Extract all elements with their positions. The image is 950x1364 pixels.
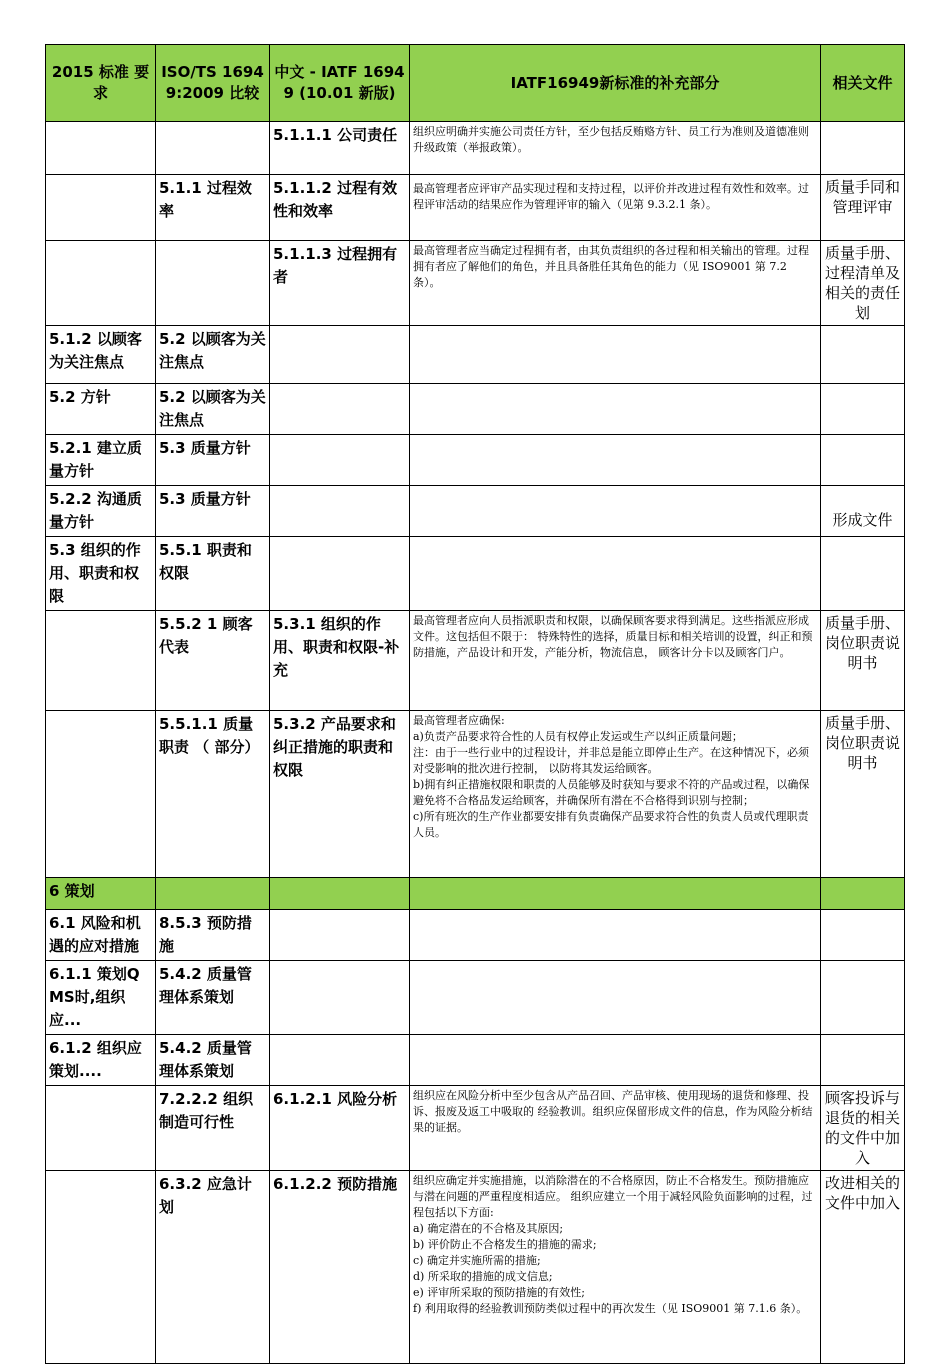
table-row: [46, 711, 905, 878]
cell-2015: [46, 711, 156, 878]
cell-docs: 质量手册、岗位职责说明书: [821, 611, 905, 711]
cell-ts: [156, 878, 270, 910]
cell-2015: [46, 241, 156, 326]
section-row-planning: [46, 878, 905, 910]
cell-iatf: [270, 435, 410, 486]
table-row: [46, 175, 905, 241]
cell-iatf: 5.3.2 产品要求和纠正措施的职责和权限: [270, 711, 410, 878]
header-2015-requirement: 2015 标准 要求: [46, 45, 156, 122]
cell-iatf: [270, 1035, 410, 1086]
table-row: [46, 326, 905, 384]
cell-docs: [821, 910, 905, 961]
cell-docs: [821, 122, 905, 175]
cell-ts: 5.1.1 过程效率: [156, 175, 270, 241]
header-iatf-supplement: IATF16949新标准的补充部分: [410, 45, 821, 122]
table-row: [46, 435, 905, 486]
cell-2015: [46, 1171, 156, 1364]
table-row: [46, 384, 905, 435]
cell-ts: 5.3 质量方针: [156, 435, 270, 486]
cell-iatf: [270, 486, 410, 537]
table-row: [46, 910, 905, 961]
cell-docs: 质量手册、岗位职责说明书: [821, 711, 905, 878]
table-row: [46, 1035, 905, 1086]
cell-supplement: [410, 326, 821, 384]
table-header-row: [46, 45, 905, 122]
cell-docs: 顾客投诉与退货的相关的文件中加入: [821, 1086, 905, 1171]
cell-ts: 5.4.2 质量管理体系策划: [156, 961, 270, 1035]
cell-ts: [156, 122, 270, 175]
cell-docs: [821, 878, 905, 910]
cell-supplement: 组织应在风险分析中至少包含从产品召回、产品审核、使用现场的退货和修理、投诉、报废及返工中吸取的 经验教训。组织应保留形成文件的信息，作为风险分析结果的证据。: [410, 1086, 821, 1171]
cell-supplement: 组织应明确并实施公司责任方针，至少包括反贿赂方针、员工行为准则及道德准则升级政策（举报政策）。: [410, 122, 821, 175]
cell-2015: [46, 175, 156, 241]
cell-iatf: 6.1.2.2 预防措施: [270, 1171, 410, 1364]
table-row: [46, 241, 905, 326]
cell-2015: [46, 611, 156, 711]
cell-iatf: [270, 910, 410, 961]
table-row: [46, 1086, 905, 1171]
standard-comparison-table: [45, 44, 905, 1364]
header-iatf16949-chinese: 中文 - IATF 16949 (10.01 新版): [270, 45, 410, 122]
cell-supplement: [410, 435, 821, 486]
cell-docs: [821, 537, 905, 611]
cell-supplement: [410, 961, 821, 1035]
cell-supplement: 最高管理者应当确定过程拥有者，由其负责组织的各过程和相关输出的管理。过程拥有者应了解他们的角色，并且具备胜任其角色的能力（见 ISO9001 第 7.2 条）。: [410, 241, 821, 326]
cell-supplement: 最高管理者应向人员指派职责和权限，以确保顾客要求得到满足。这些指派应形成文件。这包括但不限于： 特殊特性的选择，质量目标和相关培训的设置，纠正和预防措施，产品设计和开发，产能分析，物流信息， 顾客计分卡以及顾客门户。: [410, 611, 821, 711]
cell-2015: 6.1 风险和机遇的应对措施: [46, 910, 156, 961]
cell-supplement: [410, 910, 821, 961]
cell-iatf: [270, 961, 410, 1035]
cell-2015: [46, 1086, 156, 1171]
cell-docs: 形成文件: [821, 486, 905, 537]
cell-ts: 8.5.3 预防措施: [156, 910, 270, 961]
cell-ts: 5.4.2 质量管理体系策划: [156, 1035, 270, 1086]
cell-ts: 6.3.2 应急计划: [156, 1171, 270, 1364]
cell-2015: 6.1.2 组织应策划....: [46, 1035, 156, 1086]
header-related-docs: 相关文件: [821, 45, 905, 122]
table-row: [46, 486, 905, 537]
cell-supplement: [410, 486, 821, 537]
cell-iatf: [270, 384, 410, 435]
cell-ts: 5.2 以顾客为关注焦点: [156, 326, 270, 384]
cell-docs: [821, 384, 905, 435]
cell-docs: [821, 326, 905, 384]
cell-iatf: 5.3.1 组织的作用、职责和权限-补充: [270, 611, 410, 711]
cell-ts: 7.2.2.2 组织制造可行性: [156, 1086, 270, 1171]
table-row: [46, 537, 905, 611]
cell-2015: 5.3 组织的作用、职责和权限: [46, 537, 156, 611]
cell-supplement: 最高管理者应评审产品实现过程和支持过程，以评价并改进过程有效性和效率。过程评审活动的结果应作为管理评审的输入（见第 9.3.2.1 条）。: [410, 175, 821, 241]
cell-ts: [156, 241, 270, 326]
cell-ts: 5.5.2 1 顾客代表: [156, 611, 270, 711]
cell-supplement: [410, 537, 821, 611]
table-row: [46, 122, 905, 175]
cell-2015: 5.2.1 建立质量方针: [46, 435, 156, 486]
cell-2015: 5.2.2 沟通质量方针: [46, 486, 156, 537]
cell-supplement: 最高管理者应确保: a)负责产品要求符合性的人员有权停止发运或生产以纠正质量问题； 注：由于一些行业中的过程设计，并非总是能立即停止生产。在这种情况下，必须对受影响的批次进行控制， 以防将其发运给顾客。 b)拥有纠正措施权限和职责的人员能够及时获知与要求不符的产品或过程，以确保避免将不合格品发运给顾客，并确保所有潜在不合格得到识别与控制； c)所有班次的生产作业都要安排有负责确保产品要求符合性的负责人员或代理职责人员。: [410, 711, 821, 878]
header-ts16949-comparison: ISO/TS 16949:2009 比较: [156, 45, 270, 122]
table-row: [46, 611, 905, 711]
cell-iatf: [270, 537, 410, 611]
table-row: [46, 1171, 905, 1364]
cell-iatf: 5.1.1.3 过程拥有者: [270, 241, 410, 326]
cell-supplement: [410, 1035, 821, 1086]
table-row: [46, 961, 905, 1035]
cell-iatf: 6.1.2.1 风险分析: [270, 1086, 410, 1171]
cell-ts: 5.5.1.1 质量职责 （ 部分）: [156, 711, 270, 878]
cell-docs: 改进相关的文件中加入: [821, 1171, 905, 1364]
section-title: 6 策划: [46, 878, 156, 910]
cell-docs: [821, 1035, 905, 1086]
cell-2015: 6.1.1 策划QMS时,组织应...: [46, 961, 156, 1035]
cell-supplement: 组织应确定并实施措施，以消除潜在的不合格原因，防止不合格发生。预防措施应与潜在问题的严重程度相适应。 组织应建立一个用于减轻风险负面影响的过程，过程包括以下方面: a) 确定潜在的不合格及其原因; b) 评价防止不合格发生的措施的需求; c) 确定并实施所需的措施; d) 所采取的措施的成文信息; e) 评审所采取的预防措施的有效性; f) 利用取得的经验教训预防类似过程中的再次发生（见 ISO9001 第 7.1.6 条）。: [410, 1171, 821, 1364]
cell-iatf: 5.1.1.2 过程有效性和效率: [270, 175, 410, 241]
cell-docs: 质量手册、过程清单及相关的责任划: [821, 241, 905, 326]
cell-ts: 5.5.1 职责和权限: [156, 537, 270, 611]
cell-2015: 5.1.2 以顾客为关注焦点: [46, 326, 156, 384]
cell-iatf: 5.1.1.1 公司责任: [270, 122, 410, 175]
cell-ts: 5.2 以顾客为关注焦点: [156, 384, 270, 435]
cell-2015: [46, 122, 156, 175]
cell-2015: 5.2 方针: [46, 384, 156, 435]
cell-docs: 质量手同和管理评审: [821, 175, 905, 241]
cell-docs: [821, 435, 905, 486]
cell-supplement: [410, 384, 821, 435]
cell-iatf: [270, 326, 410, 384]
cell-docs: [821, 961, 905, 1035]
cell-ts: 5.3 质量方针: [156, 486, 270, 537]
cell-supplement: [410, 878, 821, 910]
cell-iatf: [270, 878, 410, 910]
